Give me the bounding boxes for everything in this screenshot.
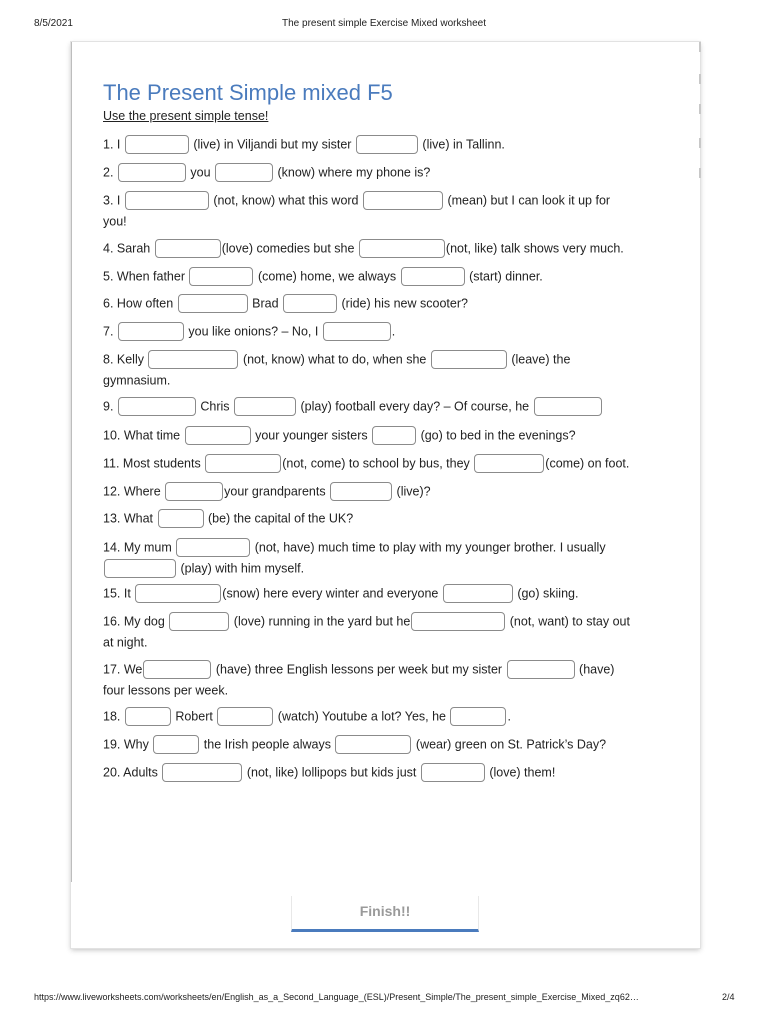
exercise-item — [103, 734, 606, 755]
print-url: https://www.liveworksheets.com/worksheets/en/English_as_a_Second_Language_(ESL)/Present_Simple/The_present_simple_Exercise_Mixed_zq62… — [34, 992, 639, 1002]
exercise-item — [103, 349, 570, 390]
exercise-item — [103, 266, 543, 287]
exercise-text: 11. Most students — [103, 456, 205, 471]
exercise-text: 20. Adults — [103, 765, 162, 780]
exercise-text: you — [186, 165, 215, 180]
exercise-text: (play) with him myself. — [177, 561, 305, 576]
exercise-text: (live) in Viljandi but my sister — [189, 137, 355, 152]
exercise-text: . — [391, 324, 396, 339]
exercise-text: 15. It — [103, 586, 135, 601]
answer-field[interactable] — [176, 538, 250, 557]
answer-field[interactable] — [534, 397, 602, 416]
exercise-text: 10. What time — [103, 428, 184, 443]
page-edge-shade — [71, 42, 72, 882]
answer-field[interactable] — [125, 191, 209, 210]
answer-field[interactable] — [411, 612, 505, 631]
scroll-mark — [699, 74, 701, 84]
answer-field[interactable] — [421, 763, 485, 782]
answer-field[interactable] — [148, 350, 238, 369]
exercise-text: Chris — [196, 399, 234, 414]
exercise-text: at night. — [103, 635, 148, 650]
exercise-text: 12. Where — [103, 484, 165, 499]
exercise-text: Brad — [248, 296, 283, 311]
scroll-mark — [699, 104, 701, 114]
answer-field[interactable] — [234, 397, 296, 416]
answer-field[interactable] — [217, 707, 273, 726]
answer-field[interactable] — [125, 135, 189, 154]
exercise-text: your younger sisters — [251, 428, 372, 443]
exercise-text: 6. How often — [103, 296, 177, 311]
exercise-text: 2. — [103, 165, 117, 180]
answer-field[interactable] — [118, 397, 196, 416]
exercise-text: (have) — [575, 662, 615, 677]
exercise-text: (ride) his new scooter? — [338, 296, 468, 311]
exercise-text: (snow) here every winter and everyone — [222, 586, 442, 601]
exercise-item — [103, 583, 578, 604]
scroll-mark — [699, 168, 701, 178]
print-title: The present simple Exercise Mixed worksheet — [282, 18, 486, 29]
exercise-text: 18. — [103, 709, 124, 724]
exercise-text: (be) the capital of the UK? — [204, 511, 354, 526]
exercise-text: . — [507, 709, 511, 724]
answer-field[interactable] — [356, 135, 418, 154]
exercise-text: (not, like) lollipops but kids just — [243, 765, 420, 780]
exercise-text: (know) where my phone is? — [274, 165, 431, 180]
exercise-text: 5. When father — [103, 269, 189, 284]
exercise-text: (live)? — [393, 484, 431, 499]
answer-field[interactable] — [474, 454, 544, 473]
exercise-text: (play) football every day? – Of course, he — [297, 399, 533, 414]
exercise-item — [103, 321, 395, 342]
answer-field[interactable] — [162, 763, 242, 782]
exercise-text: 14. My mum — [103, 540, 176, 555]
worksheet-title: The Present Simple mixed F5 — [103, 80, 393, 105]
scroll-mark — [699, 42, 701, 52]
exercise-text: (love) running in the yard but he — [230, 614, 411, 629]
answer-field[interactable] — [443, 584, 513, 603]
exercise-text: (not, know) what this word — [209, 193, 362, 208]
answer-field[interactable] — [205, 454, 281, 473]
exercise-text: (love) them! — [485, 765, 556, 780]
exercise-text: 1. I — [103, 137, 124, 152]
exercise-text: (go) skiing. — [513, 586, 579, 601]
answer-field[interactable] — [335, 735, 411, 754]
exercise-item — [103, 293, 468, 314]
exercise-text: 9. — [103, 399, 117, 414]
exercise-text: the Irish people always — [200, 737, 335, 752]
scroll-marks — [699, 42, 701, 182]
print-header — [0, 18, 768, 32]
exercise-text: (not, want) to stay out — [506, 614, 630, 629]
exercise-item — [103, 537, 606, 578]
exercise-text: (love) comedies but she — [221, 241, 358, 256]
answer-field[interactable] — [507, 660, 575, 679]
exercise-item — [103, 190, 610, 231]
answer-field[interactable] — [431, 350, 507, 369]
answer-field[interactable] — [178, 294, 248, 313]
exercise-text: (start) dinner. — [465, 269, 543, 284]
exercise-item — [103, 706, 511, 727]
exercise-item — [103, 508, 353, 529]
exercise-text: 13. What — [103, 511, 157, 526]
exercise-text: (come) home, we always — [254, 269, 400, 284]
exercise-text: 19. Why — [103, 737, 153, 752]
exercise-item — [103, 611, 630, 652]
exercise-text: 3. I — [103, 193, 124, 208]
answer-field[interactable] — [169, 612, 229, 631]
print-page-number: 2/4 — [722, 992, 735, 1002]
exercise-text: (have) three English lessons per week but my sister — [212, 662, 506, 677]
exercise-item — [103, 396, 603, 417]
exercise-text: (watch) Youtube a lot? Yes, he — [274, 709, 450, 724]
answer-field[interactable] — [104, 559, 176, 578]
worksheet-instruction: Use the present simple tense! — [103, 109, 269, 123]
exercise-text: (not, like) talk shows very much. — [445, 241, 624, 256]
exercise-text: (live) in Tallinn. — [418, 137, 505, 152]
answer-field[interactable] — [363, 191, 443, 210]
exercise-text: 4. Sarah — [103, 241, 154, 256]
exercise-text: (not, come) to school by bus, they — [282, 456, 474, 471]
answer-field[interactable] — [359, 239, 445, 258]
answer-field[interactable] — [283, 294, 337, 313]
answer-field[interactable] — [323, 322, 391, 341]
answer-field[interactable] — [372, 426, 416, 445]
answer-field[interactable] — [125, 707, 171, 726]
exercise-text: Robert — [171, 709, 217, 724]
answer-field[interactable] — [135, 584, 221, 603]
exercise-item — [103, 134, 505, 155]
exercise-text: (go) to bed in the evenings? — [417, 428, 576, 443]
exercise-item — [103, 481, 431, 502]
exercise-item — [103, 453, 629, 474]
print-date: 8/5/2021 — [34, 18, 73, 29]
exercise-text: your grandparents — [224, 484, 330, 499]
exercise-text: (wear) green on St. Patrick’s Day? — [412, 737, 607, 752]
exercise-item — [103, 425, 576, 446]
exercise-item — [103, 162, 430, 183]
exercise-text: 8. Kelly — [103, 352, 148, 367]
exercise-item — [103, 762, 555, 783]
answer-field[interactable] — [155, 239, 221, 258]
finish-button[interactable]: Finish!! — [291, 896, 479, 932]
exercise-text: (not, have) much time to play with my younger brother. I usually — [251, 540, 606, 555]
answer-field[interactable] — [185, 426, 251, 445]
exercise-text: you like onions? – No, I — [184, 324, 322, 339]
scroll-mark — [699, 138, 701, 148]
exercise-text: gymnasium. — [103, 373, 171, 388]
exercise-text: you! — [103, 214, 127, 229]
exercise-text: four lessons per week. — [103, 683, 229, 698]
answer-field[interactable] — [215, 163, 273, 182]
answer-field[interactable] — [158, 509, 204, 528]
answer-field[interactable] — [330, 482, 392, 501]
answer-field[interactable] — [401, 267, 465, 286]
exercise-item — [103, 238, 624, 259]
answer-field[interactable] — [450, 707, 506, 726]
answer-field[interactable] — [189, 267, 253, 286]
exercise-item — [103, 659, 614, 700]
answer-field[interactable] — [165, 482, 223, 501]
exercise-text: 7. — [103, 324, 117, 339]
exercise-text: (come) on foot. — [545, 456, 630, 471]
exercise-text: 16. My dog — [103, 614, 169, 629]
exercise-text: (mean) but I can look it up for — [444, 193, 611, 208]
answer-field[interactable] — [153, 735, 199, 754]
answer-field[interactable] — [118, 322, 184, 341]
exercise-text: (leave) the — [507, 352, 571, 367]
exercise-text: 17. We — [103, 662, 143, 677]
answer-field[interactable] — [118, 163, 186, 182]
exercise-text: (not, know) what to do, when she — [239, 352, 430, 367]
answer-field[interactable] — [143, 660, 211, 679]
